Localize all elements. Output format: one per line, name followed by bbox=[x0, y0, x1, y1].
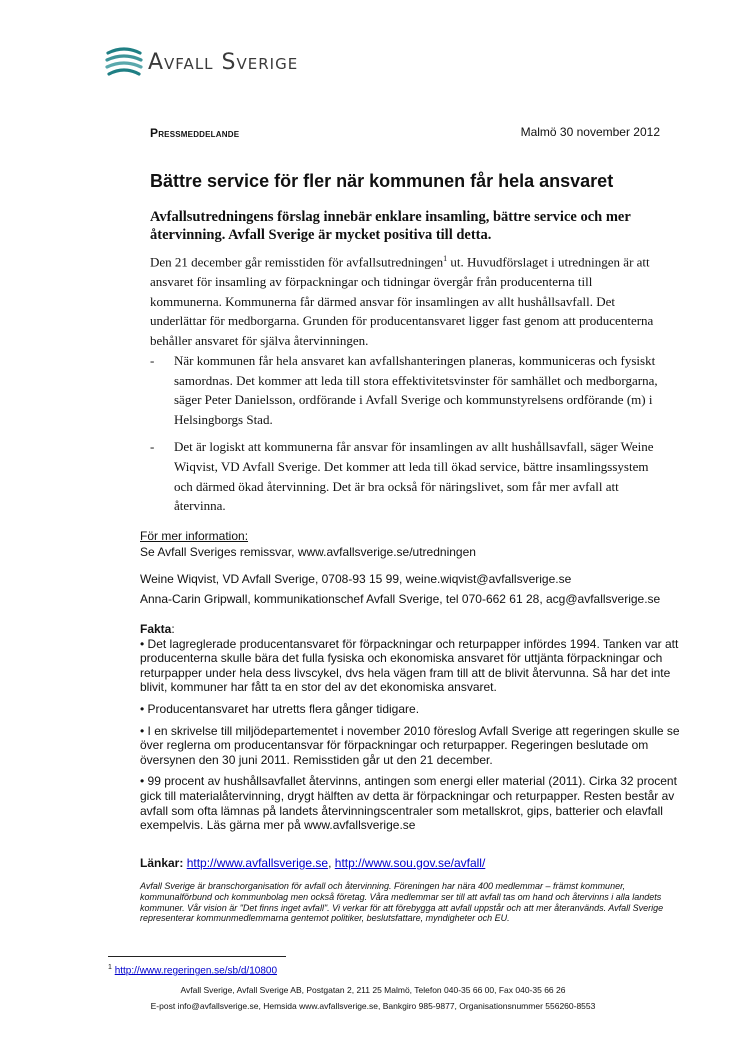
contacts-section bbox=[140, 572, 710, 607]
wave-logo-icon bbox=[104, 45, 144, 79]
footnote-link[interactable]: http://www.regeringen.se/sb/d/10800 bbox=[114, 965, 278, 977]
logo bbox=[104, 44, 298, 80]
fact-item: • Det lagreglerade producentansvaret för förpackningar och returpapper infördes 1994. Tanken var att producenterna skulle bära det fulla fysiska och ekonomiska ansvaret för uttjänta förpackningar och returpapper under hela dess livscykel, dvs hela vägen fram till att de blivit återvunna. Så har det inte blivit, kommuner har fått ta en stor del av det ekonomiska ansvaret. bbox=[140, 636, 679, 695]
list-item-text: När kommunen får hela ansvaret kan avfallshanteringen planeras, kommuniceras och fysiskt samordnas. Det kommer att leda till stora effektivitetsvinster för samhället och medborgarna, säger Peter Danielsson, ordförande i Avfall Sverige och kommunstyrelsens ordförande (m) i Helsingborgs Stad. bbox=[174, 353, 658, 427]
links-line bbox=[140, 856, 485, 870]
list-item-text: Det är logiskt att kommunerna får ansvar för insamlingen av allt hushållsavfall, säger Weine Wiqvist, VD Avfall Sverige. Det kommer att leda till ökad service, bättre insamlingssystem och därmed ökad återvinning. Det är bra också för näringslivet, som får mer avfall att återvinna. bbox=[174, 439, 654, 514]
links-separator: , bbox=[328, 856, 335, 870]
fact-item: • 99 procent av hushållsavfallet återvinns, antingen som energi eller material (2011). Cirka 32 procent gick till materialåtervinning, drygt hälften av detta är förpackningar och returpapper. Resten består av avfall som ofta lämnas på landets återvinningscentraler som metallskrot, gips, batterier och elavfall exempelvis. Läs gärna mer på www.avfallsverige.se bbox=[140, 774, 677, 833]
list-dash: - bbox=[150, 439, 155, 455]
more-info-line: Se Avfall Sveriges remissvar, www.avfallsverige.se/utredningen bbox=[140, 545, 476, 559]
links-label: Länkar: bbox=[140, 856, 184, 870]
fact-item: • Producentansvaret har utretts flera gånger tidigare. bbox=[140, 701, 420, 716]
footnote-number: 1 bbox=[108, 964, 112, 971]
intro-text-part2: ut. Huvudförslaget i utredningen är att ansvaret för insamling av förpackningar och tidningar övergår från producenterna till kommunerna. Kommunerna får därmed ansvar för insamlingen av allt hushållsavfall. Det underlättar för medborgarna. Grunden för producentansvaret ligger fast genom att producenterna behåller ansvaret för själva återvinningen. bbox=[150, 254, 654, 348]
list-item bbox=[150, 351, 665, 429]
quote-list bbox=[150, 351, 665, 524]
facts-heading bbox=[140, 622, 700, 637]
intro-paragraph bbox=[150, 249, 660, 350]
contact-line: Anna-Carin Gripwall, kommunikationschef Avfall Sverige, tel 070-662 61 28, acg@avfallsverige.se bbox=[140, 592, 661, 606]
page-title: Bättre service för fler när kommunen får hela ansvaret bbox=[150, 171, 614, 191]
lead-paragraph: Avfallsutredningens förslag innebär enklare insamling, bättre service och mer återvinning. Avfall Sverige är mycket positiva till detta. bbox=[150, 209, 631, 243]
more-info-heading: För mer information: bbox=[140, 529, 249, 543]
footnote bbox=[108, 964, 277, 976]
logo-wordmark: Avfall Sverige bbox=[148, 49, 299, 75]
footnote-divider bbox=[108, 956, 286, 957]
facts-section bbox=[140, 622, 700, 840]
more-info-section bbox=[140, 529, 700, 560]
footnote-reference[interactable]: 1 bbox=[443, 254, 448, 263]
contact-line: Weine Wiqvist, VD Avfall Sverige, 0708-93 15 99, weine.wiqvist@avfallsverige.se bbox=[140, 572, 572, 586]
list-dash: - bbox=[150, 353, 155, 368]
organization-note: Avfall Sverige är branschorganisation för avfall och återvinning. Föreningen har nära 400 medlemmar – främst kommuner, kommunalförbund och kommunbolag men också företag. Våra medlemmar ser till att avfall tas om hand och återvinns i alla landets kommuner. Vår vision är "Det finns inget avfall". Vi verkar för att förebygga att avfall uppstår och att mer återanvänds. Avfall Sverige representerar kommunmedlemmarna gentemot politiker, beslutsfattare, myndigheter och EU. bbox=[140, 881, 664, 924]
fact-item: • I en skrivelse till miljödepartementet i november 2010 föreslog Avfall Sverige att regeringen skulle se över reglerna om producentansvar för förpackningar och returpapper. Regeringen beslutade om översynen den 30 juni 2011. Remisstiden går ut den 21 december. bbox=[140, 723, 680, 767]
footer-address-line: Avfall Sverige, Avfall Sverige AB, Postgatan 2, 211 25 Malmö, Telefon 040-35 66 00, Fax 040-35 66 26 bbox=[180, 985, 566, 995]
link-avfallsverige[interactable]: http://www.avfallsverige.se bbox=[186, 856, 329, 870]
document-type-label: Pressmeddelande bbox=[150, 126, 240, 140]
facts-heading-colon: : bbox=[171, 622, 175, 636]
footer-contact-line: E-post info@avfallsverige.se, Hemsida www.avfallsverige.se, Bankgiro 985-9877, Organisationsnummer 556260-8553 bbox=[150, 1001, 596, 1011]
link-sou[interactable]: http://www.sou.gov.se/avfall/ bbox=[334, 856, 486, 870]
list-item bbox=[150, 437, 665, 515]
facts-heading-text: Fakta bbox=[140, 622, 172, 636]
dateline: Malmö 30 november 2012 bbox=[520, 125, 660, 139]
intro-text-part1: Den 21 december går remisstiden för avfallsutredningen bbox=[150, 254, 444, 270]
